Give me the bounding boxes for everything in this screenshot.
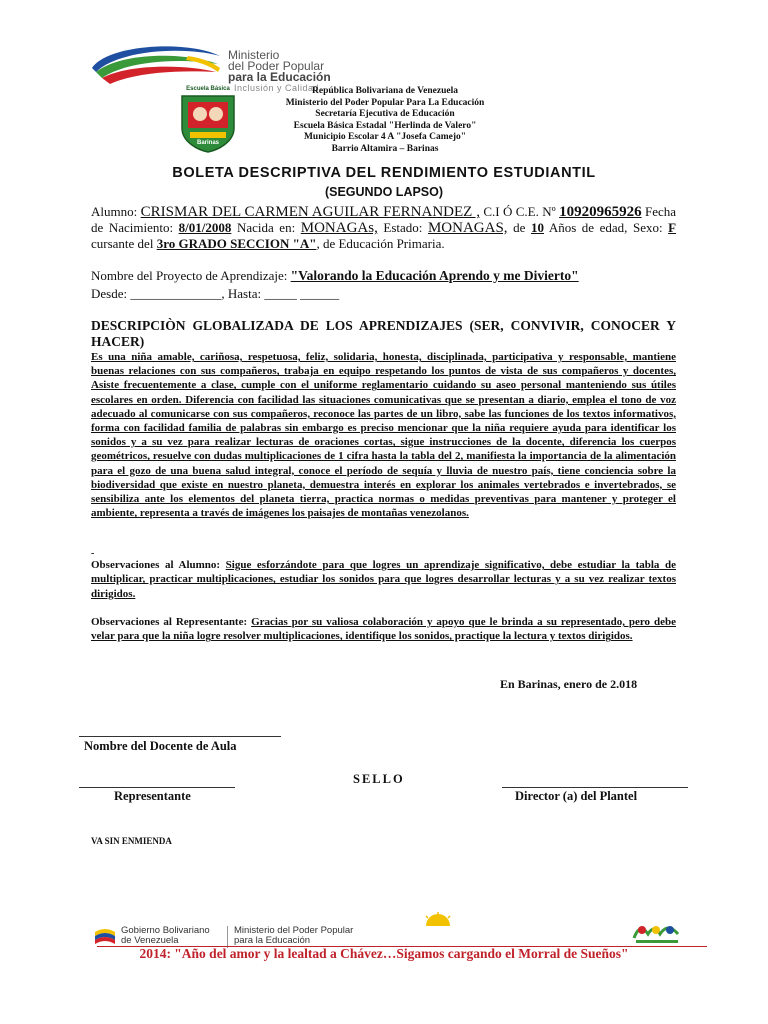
ministry-swoosh-icon bbox=[88, 42, 228, 86]
parent-observations bbox=[91, 615, 676, 644]
project-label: Nombre del Proyecto de Aprendizaje: bbox=[91, 268, 288, 283]
obs-student-text: Sigue esforzándote para que logres un aprendizaje significativo, debe estudiar la tabla de multiplicar, practicar multiplicaciones, estudiar los sonidos para que logres desarrollar lecturas y a su vez realizar textos dirigidos. bbox=[91, 559, 677, 600]
footer-motto: 2014: "Año del amor y la lealtad a Chávez…Sigamos cargando el Morral de Sueños" bbox=[139, 946, 629, 961]
document-title: BOLETA DESCRIPTIVA DEL RENDIMIENTO ESTUDIANTIL bbox=[172, 165, 596, 181]
state-value: MONAGAS, bbox=[427, 220, 508, 236]
level-suffix: , de bbox=[316, 236, 336, 251]
gov-line1: Gobierno Bolivariano bbox=[121, 925, 210, 936]
document-subtitle: (SEGUNDO LAPSO) bbox=[324, 185, 444, 199]
project-name: "Valorando la Educación Aprendo y me Divierto" bbox=[290, 268, 579, 283]
student-name: CRISMAR DEL CARMEN AGUILAR FERNANDEZ , bbox=[140, 204, 480, 220]
student-observations bbox=[91, 558, 676, 601]
school-badge-bottom: Barinas bbox=[196, 140, 219, 146]
student-ci: 10920965926 bbox=[559, 204, 642, 220]
institution-line: Ministerio del Poder Popular Para La Educación bbox=[285, 97, 485, 108]
born-in: MONAGAs, bbox=[300, 220, 378, 236]
ci-label: C.I Ó C.E. Nº bbox=[483, 204, 556, 219]
teacher-signature-line bbox=[79, 736, 281, 737]
state-label: Estado: bbox=[383, 220, 423, 235]
teacher-signature-label: Nombre del Docente de Aula bbox=[84, 739, 237, 753]
institution-line: Municipio Escolar 4 A "Josefa Camejo" bbox=[303, 132, 467, 143]
alumno-label: Alumno: bbox=[91, 204, 138, 219]
description-text: Es una niña amable, cariñosa, respetuosa, feliz, solidaria, honesta, disciplinada, participativa y responsable, mantiene buenas relaciones con sus compañeros, trabaja en equipo respetando los puntos de vista de sus compañeros y docentes, Asiste frecuentemente a clase, cumple con el uniforme reglamentario cuidando su aseo personal manteniendo sus útiles escolares en orden. Diferencia con facilidad las situaciones comunicativas que se presentan a diario, emplea el tono de voz adecuado al comunicarse con sus compañeros, reconoce las partes de un libro, sabe las funciones de los textos informativos, forma con facilidad familia de palabras sin embargo es preciso mencionar que la niña requiere ayuda para identificar los sonidos y a su vez para realizar lecturas de oraciones cortas, sigue instrucciones de la docente, diferencia los cuerpos geométricos, resuelve con dudas multiplicaciones de 1 cifra hasta la tabla del 2, manifiesta la importancia de la alimentación para el gozo de una buena salud integral, conoce el período de sequía y lluvia de nuestro país, tiene conciencia sobre la biodiversidad que existe en nuestro planeta, demuestra interés en explorar los animales vertebrados e invertebrados, se sensibiliza ante los elementos del planeta tierra, practica normas o medidas preventivas para mantener y proteger el ambiente, representa a través de imágenes los paisajes de montañas venezolanos. bbox=[91, 351, 676, 520]
ministry-line3: para la Educación bbox=[228, 70, 331, 84]
representative-signature-line bbox=[79, 787, 235, 788]
description-heading: DESCRIPCIÒN GLOBALIZADA DE LOS APRENDIZAJES (SER, CONVIVIR, CONOCER Y HACER) bbox=[91, 318, 676, 349]
age-suffix: Años de edad, Sexo: bbox=[548, 220, 663, 235]
sex-value: F bbox=[668, 220, 677, 235]
de-word: de bbox=[513, 220, 526, 235]
cursante-label: cursante del bbox=[91, 236, 154, 251]
representative-label: Representante bbox=[114, 789, 191, 803]
separator-dash: - bbox=[91, 548, 95, 559]
desde-value: ______________ bbox=[130, 286, 222, 301]
obs-parent-label: Observaciones al Representante: bbox=[91, 616, 248, 628]
birth-label: Fecha de Nacimiento: bbox=[91, 204, 677, 235]
desde-label: Desde: bbox=[91, 286, 128, 301]
institution-line: Secretaría Ejecutiva de Educación bbox=[315, 109, 455, 120]
sun-icon bbox=[420, 912, 456, 926]
director-signature-line bbox=[502, 787, 688, 788]
institution-line: República Bolivariana de Venezuela bbox=[312, 86, 458, 96]
ministry-line2: del Poder Popular bbox=[228, 59, 325, 73]
institution-line: Barrio Altamira – Barinas bbox=[331, 143, 439, 154]
director-label: Director (a) del Plantel bbox=[515, 789, 638, 803]
ministry-line1: Ministerio bbox=[228, 48, 280, 62]
obs-parent-text: Gracias por su valiosa colaboración y apoyo que le brinda a su representado, pero debe velar para que la niña logre resolver multiplicaciones, identifique los sonidos, practique la lectura y textos dirigidos. bbox=[91, 616, 676, 643]
obs-student-label: Observaciones al Alumno: bbox=[91, 559, 221, 571]
institution-header bbox=[250, 86, 520, 156]
project-line bbox=[91, 268, 676, 284]
school-badge-top: Escuela Básica bbox=[186, 86, 230, 92]
school-badge bbox=[178, 88, 238, 154]
student-info bbox=[91, 204, 676, 252]
va-sin-enmienda: VA SIN ENMIENDA bbox=[91, 836, 172, 846]
stamp-label: SELLO bbox=[353, 772, 405, 786]
footer-divider bbox=[227, 926, 228, 948]
institution-line: Escuela Básica Estadal "Herlinda de Valero" bbox=[293, 120, 477, 131]
min-line1: Ministerio del Poder Popular bbox=[234, 925, 354, 936]
place-date: En Barinas, enero de 2.018 bbox=[500, 677, 638, 691]
period-line bbox=[91, 286, 676, 302]
hasta-label: , Hasta: bbox=[221, 286, 262, 301]
grade-value: 3ro GRADO SECCION "A" bbox=[156, 236, 317, 251]
birth-date: 8/01/2008 bbox=[178, 220, 232, 235]
ministry-tagline: Inclusión y Calidad bbox=[234, 83, 320, 93]
hasta-value: _____ ______ bbox=[264, 286, 340, 301]
morral-logo-icon bbox=[630, 920, 684, 946]
age-value: 10 bbox=[530, 220, 544, 235]
level-value: Educación Primaria. bbox=[338, 236, 445, 251]
min-line2: para la Educación bbox=[234, 935, 311, 946]
gov-line2: de Venezuela bbox=[121, 935, 179, 946]
born-label: Nacida en: bbox=[236, 220, 296, 235]
